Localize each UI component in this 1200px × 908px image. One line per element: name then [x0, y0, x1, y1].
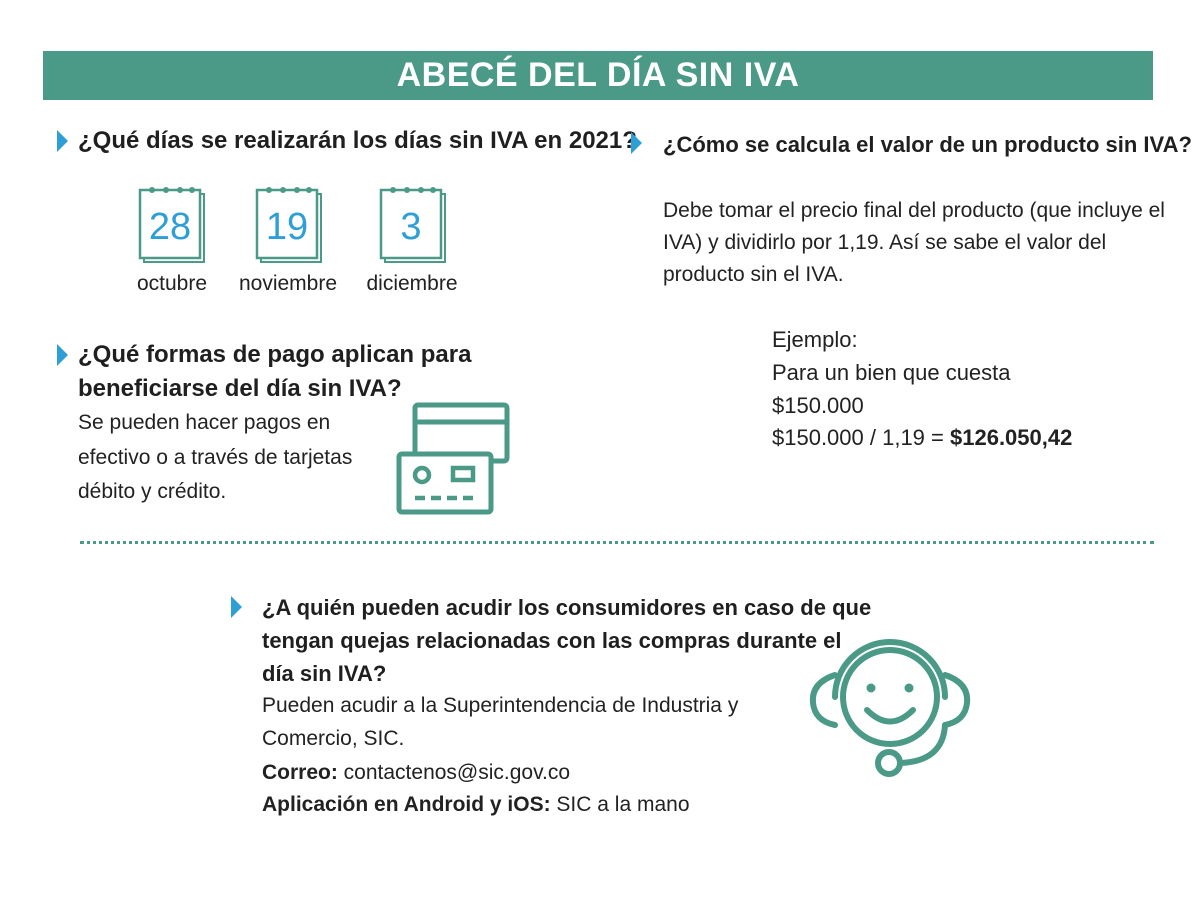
payment-answer-line: efectivo o a través de tarjetas [78, 446, 353, 469]
app-label: Aplicación en Android y iOS: [262, 793, 551, 816]
app-line [262, 789, 690, 821]
arrow-bullet-icon [57, 344, 68, 366]
calendar-icon [255, 185, 325, 265]
calc-question: ¿Cómo se calcula el valor de un producto sin IVA? [663, 132, 1192, 157]
payment-answer-line: Se pueden hacer pagos en [78, 411, 331, 434]
month-label: octubre [136, 272, 208, 295]
example-result: $126.050,42 [950, 425, 1073, 450]
calendar-day-number: 19 [265, 206, 309, 248]
complaints-answer-line: Pueden acudir a la Superintendencia de Industria y [262, 694, 739, 717]
app-value: SIC a la mano [550, 793, 690, 816]
calc-answer-line: producto sin el IVA. [663, 263, 844, 286]
month-label: noviembre [238, 272, 338, 295]
calendar-icon [379, 185, 449, 265]
example-formula-text: $150.000 / 1,19 = [772, 425, 950, 450]
calendar-icon [138, 185, 208, 265]
email-label: Correo: [262, 761, 338, 784]
calendar-day-number: 3 [400, 206, 422, 248]
example-label: Ejemplo: [772, 327, 858, 352]
payment-question-line: beneficiarse del día sin IVA? [78, 375, 402, 402]
example-formula [772, 422, 1072, 454]
complaints-question-line: día sin IVA? [262, 661, 387, 686]
payment-answer-line: débito y crédito. [78, 480, 227, 503]
arrow-bullet-icon [57, 130, 68, 152]
example-line: Para un bien que cuesta [772, 360, 1011, 385]
email-value: contactenos@sic.gov.co [337, 761, 571, 784]
complaints-answer-line: Comercio, SIC. [262, 727, 405, 750]
complaints-question-line: ¿A quién pueden acudir los consumidores en caso de que [262, 595, 872, 620]
email-line [262, 757, 570, 789]
payment-question-line: ¿Qué formas de pago aplican para [78, 341, 472, 368]
calendar-day-number: 28 [148, 206, 192, 248]
complaints-question-line: tengan quejas relacionadas con las compras durante el [262, 628, 842, 653]
credit-card-icon [395, 400, 513, 518]
calc-answer-line: IVA) y dividirlo por 1,19. Así se sabe el valor del [663, 231, 1107, 254]
arrow-bullet-icon [231, 596, 242, 618]
calc-answer-line: Debe tomar el precio final del producto (que incluye el [663, 199, 1165, 222]
dotted-divider [80, 541, 1154, 544]
example-line: $150.000 [772, 393, 864, 418]
month-label: diciembre [366, 272, 458, 295]
page-title: ABECÉ DEL DÍA SIN IVA [43, 51, 1153, 100]
days-question: ¿Qué días se realizarán los días sin IVA en 2021? [78, 127, 637, 154]
arrow-bullet-icon [631, 132, 642, 154]
headset-support-icon [805, 615, 975, 785]
